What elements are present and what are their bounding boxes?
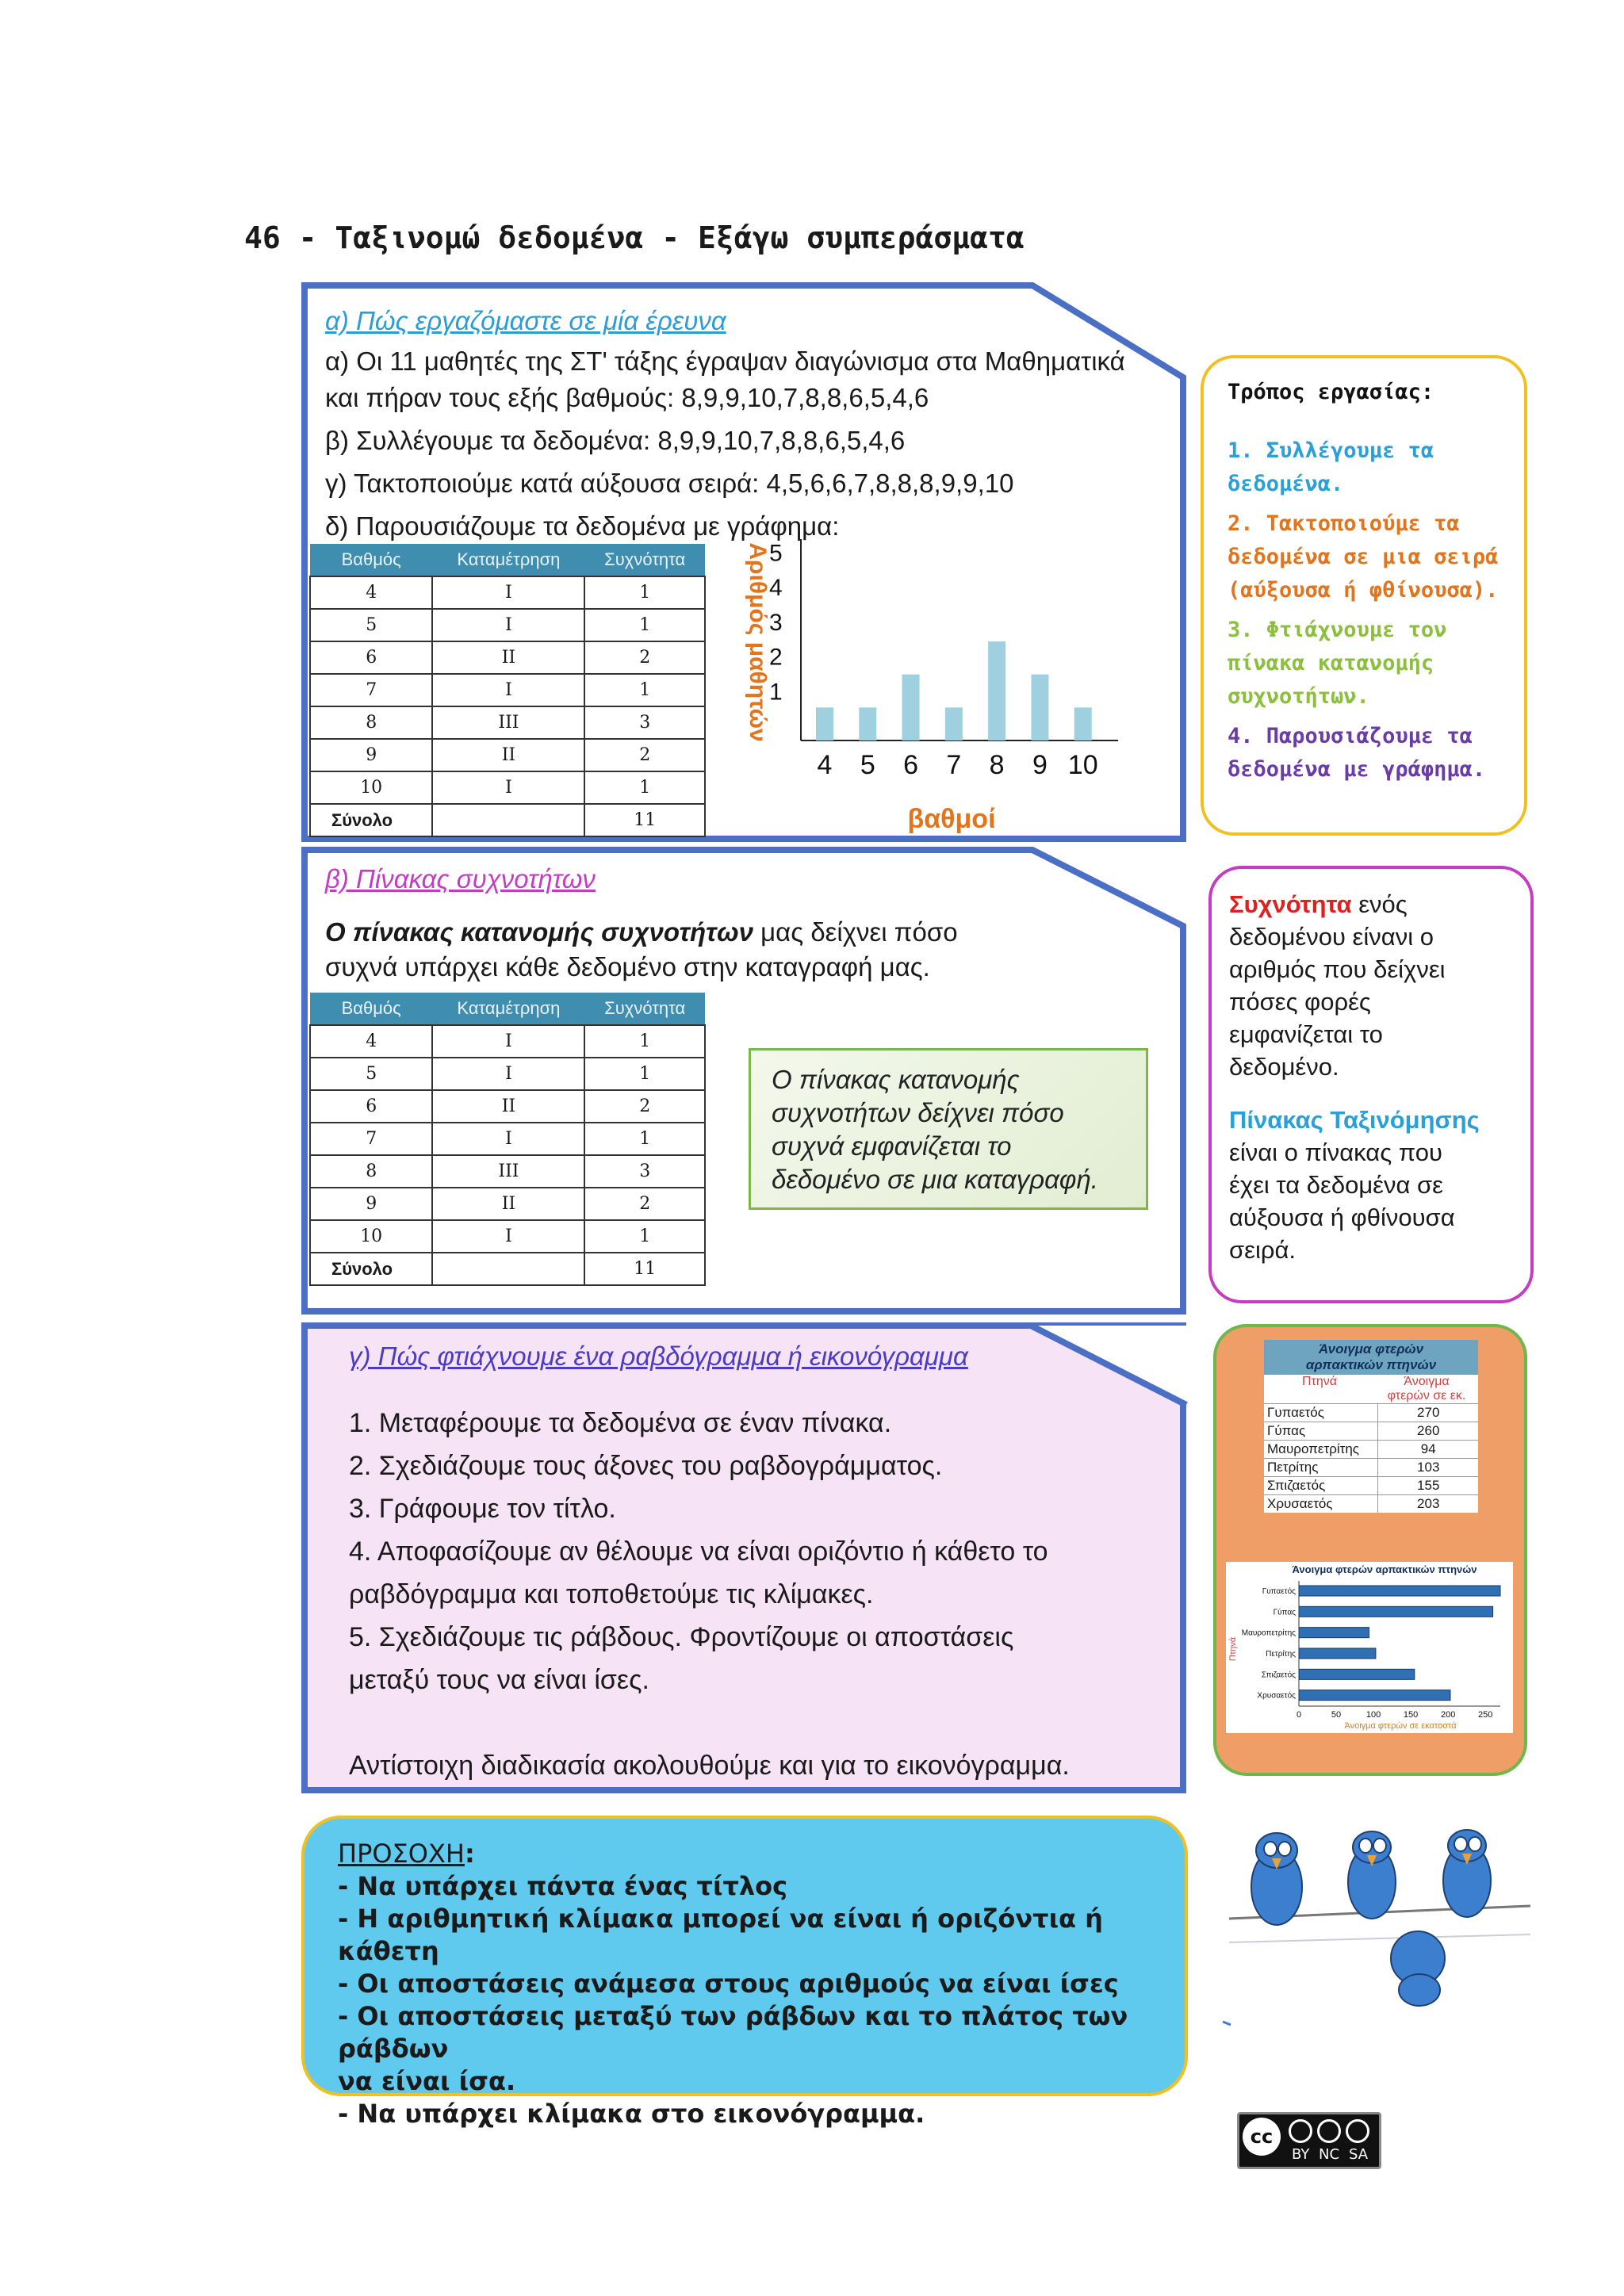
col-header: Βαθμός: [310, 544, 432, 576]
table-row: [310, 674, 705, 706]
bird-chart-category: Γύπας: [1273, 1608, 1296, 1617]
cell: 6: [310, 1090, 432, 1123]
bar: [902, 675, 920, 740]
cell: 4: [310, 1025, 432, 1058]
table-row: [310, 1090, 705, 1123]
cell: 10: [310, 771, 432, 804]
cell: I: [432, 1058, 584, 1090]
bar: [859, 707, 876, 740]
def2-line: αύξουσα ή φθίνουσα: [1229, 1203, 1455, 1231]
col-header: Βαθμός: [310, 993, 432, 1025]
cell: 3: [584, 1155, 705, 1188]
x-axis-title: βαθμοί: [907, 804, 996, 834]
def1-line: αριθμός που δείχνει: [1229, 955, 1446, 983]
frequency-table-b: [309, 993, 706, 1286]
cc-icon: cc: [1243, 2118, 1281, 2156]
bird-name: Μαυροπετρίτης: [1264, 1441, 1378, 1458]
table-row: [310, 739, 705, 771]
cartoon-birds-illustration: [1221, 1823, 1538, 2030]
bird-x-tick: 50: [1331, 1710, 1342, 1720]
bird-chart-category: Σπιζαετός: [1261, 1670, 1296, 1680]
cell: [432, 804, 584, 836]
cell: 5: [310, 609, 432, 641]
col-header: Καταμέτρηση: [432, 544, 584, 576]
bird-col2a: Άνοιγμα: [1404, 1375, 1450, 1388]
def1-line: δεδομένου είνανι ο: [1229, 923, 1434, 951]
bird-table-title2: αρπακτικών πτηνών: [1305, 1357, 1437, 1372]
frequency-table-a: [309, 544, 706, 837]
attention-title: ΠΡΟΣΟΧΗ: [338, 1839, 465, 1869]
def1-rest: ενός: [1351, 890, 1408, 918]
cell: 2: [584, 1188, 705, 1220]
section-c-corner: [1031, 1322, 1189, 1418]
bird-wingspan: 155: [1417, 1478, 1440, 1493]
method-step-4: 4. Παρουσιάζουμε τα δεδομένα με γράφημα.: [1228, 724, 1486, 782]
cell: I: [432, 609, 584, 641]
table-header-row: [310, 993, 705, 1025]
bird-x-tick: 100: [1365, 1710, 1381, 1720]
bird-bar: [1299, 1690, 1450, 1701]
def1-line: πόσες φορές: [1229, 988, 1371, 1016]
step-item: 1. Μεταφέρουμε τα δεδομένα σε έναν πίνακα.: [349, 1408, 892, 1438]
cell: 2: [584, 739, 705, 771]
section-c-steps: [349, 1402, 1048, 1701]
y-tick-label: 3: [769, 609, 783, 636]
bird-x-tick: 200: [1440, 1710, 1456, 1720]
table-row: [310, 1025, 705, 1058]
y-tick-label: 5: [769, 540, 783, 567]
section-b-line2: συχνά υπάρχει κάθε δεδομένο στην καταγραφή μας.: [325, 952, 930, 982]
bird-x-tick: 0: [1296, 1710, 1302, 1720]
cell: 10: [310, 1220, 432, 1253]
section-a-line: α) Οι 11 μαθητές της ΣΤ' τάξης έγραψαν διαγώνισμα στα Μαθηματικά: [325, 346, 1125, 376]
cell: 5: [310, 1058, 432, 1090]
total-value: 11: [584, 804, 705, 836]
cell: I: [432, 1025, 584, 1058]
table-header-row: [310, 544, 705, 576]
table-row: [310, 706, 705, 739]
section-b-text: [325, 915, 958, 985]
bird-bar: [1299, 1586, 1500, 1596]
cell: 6: [310, 641, 432, 674]
cell: 9: [310, 1188, 432, 1220]
table-row: [310, 1220, 705, 1253]
bird-bar: [1299, 1628, 1369, 1638]
def1-line: εμφανίζεται το: [1229, 1020, 1383, 1048]
term-frequency: Συχνότητα: [1229, 890, 1352, 918]
bird-name: Σπιζαετός: [1264, 1477, 1378, 1494]
note-box: Ο πίνακας κατανομής συχνοτήτων δείχνει πόσο συχνά εμφανίζεται το δεδομένο σε μια καταγραφή.: [749, 1048, 1148, 1210]
col-header: Συχνότητα: [584, 544, 705, 576]
bird-table-row: [1264, 1476, 1478, 1494]
step-item: 5. Σχεδιάζουμε τις ράβδους. Φροντίζουμε οι αποστάσεις: [349, 1622, 1014, 1652]
bird-bar: [1299, 1606, 1493, 1617]
nc-label: NC: [1319, 2146, 1340, 2163]
cell: II: [432, 1090, 584, 1123]
x-tick-label: 5: [860, 750, 875, 780]
section-a-text: [325, 340, 1125, 548]
method-step-3: 3. Φτιάχνουμε τον πίνακα κατανομής συχνοτήτων.: [1228, 618, 1447, 709]
cell: 1: [584, 1220, 705, 1253]
bird-y-title: Πτηνά: [1228, 1636, 1238, 1662]
attention-line: - Να υπάρχει κλίμακα στο εικονόγραμμα.: [338, 2099, 925, 2129]
grades-bar-chart: [714, 523, 1142, 840]
cell: I: [432, 771, 584, 804]
cell: II: [432, 739, 584, 771]
cell: 1: [584, 1058, 705, 1090]
nc-icon: [1317, 2119, 1341, 2143]
cell: I: [432, 1123, 584, 1155]
bird-rows: [1264, 1403, 1478, 1513]
col-header: Καταμέτρηση: [432, 993, 584, 1025]
y-axis-title: Αριθμός μαθητών: [745, 542, 771, 742]
cell: 1: [584, 1123, 705, 1155]
cell: 2: [584, 641, 705, 674]
bird-name: Γυπαετός: [1264, 1404, 1378, 1422]
attention-line: - Οι αποστάσεις μεταξύ των ράβδων και το πλάτος των ράβδων: [338, 2001, 1128, 2064]
attention-line: να είναι ίσα.: [338, 2066, 516, 2096]
cell: 1: [584, 609, 705, 641]
total-label: Σύνολο: [310, 1253, 432, 1285]
step-item: 4. Αποφασίζουμε αν θέλουμε να είναι οριζόντιο ή κάθετο το: [349, 1536, 1048, 1567]
total-label: Σύνολο: [310, 804, 432, 836]
chart-title: Άνοιγμα φτερών αρπακτικών πτηνών: [1292, 1563, 1477, 1575]
def1-line: δεδομένο.: [1229, 1053, 1339, 1081]
bird-chart-category: Μαυροπετρίτης: [1241, 1628, 1296, 1638]
bird-x-title: Άνοιγμα φτερών σε εκατοστά: [1344, 1721, 1457, 1731]
bar: [988, 641, 1005, 740]
x-tick-label: 9: [1032, 750, 1048, 780]
cell: 1: [584, 674, 705, 706]
table-row: [310, 609, 705, 641]
x-tick-label: 4: [817, 750, 833, 780]
x-tick-label: 7: [946, 750, 962, 780]
cell: 7: [310, 1123, 432, 1155]
section-a-line: β) Συλλέγουμε τα δεδομένα: 8,9,9,10,7,8,8,6,5,4,6: [325, 426, 906, 455]
step-item: ραβδόγραμμα και τοποθετούμε τις κλίμακες.: [349, 1579, 874, 1609]
table-row: [310, 1123, 705, 1155]
section-a-heading: α) Πώς εργαζόμαστε σε μία έρευνα: [325, 306, 726, 335]
bird-name: Πετρίτης: [1264, 1459, 1378, 1476]
cell: [432, 1253, 584, 1285]
def2-line: σειρά.: [1229, 1236, 1297, 1264]
bar: [816, 707, 833, 740]
bird-wingspan: 260: [1417, 1423, 1440, 1438]
cell: 9: [310, 739, 432, 771]
section-c-heading: γ) Πώς φτιάχνουμε ένα ραβδόγραμμα ή εικονόγραμμα: [349, 1341, 968, 1371]
by-icon: [1289, 2119, 1312, 2143]
sa-icon: [1346, 2119, 1369, 2143]
cc-license-badge: [1237, 2112, 1381, 2169]
cell: 3: [584, 706, 705, 739]
table-row: [310, 1155, 705, 1188]
attention-box: [301, 1816, 1188, 2129]
x-tick-label: 6: [903, 750, 919, 780]
bird-table-row: [1264, 1403, 1478, 1422]
table-row: [310, 576, 705, 609]
by-label: BY: [1292, 2146, 1310, 2163]
page-title: 46 - Ταξινομώ δεδομένα - Εξάγω συμπεράσματα: [244, 220, 1025, 255]
section-a-line: δ) Παρουσιάζουμε τα δεδομένα με γράφημα:: [325, 511, 840, 541]
wingspan-bar-chart: [1226, 1562, 1513, 1733]
table-total-row: [310, 804, 705, 836]
cell: III: [432, 1155, 584, 1188]
y-tick-label: 2: [769, 644, 783, 671]
x-tick-label: 8: [989, 750, 1005, 780]
attention-line: - Οι αποστάσεις ανάμεσα στους αριθμούς να είναι ίσες: [338, 1969, 1119, 1999]
bird-chart-category: Πετρίτης: [1266, 1650, 1296, 1659]
section-b-bold: Ο πίνακας κατανομής συχνοτήτων: [325, 917, 753, 947]
cell: 1: [584, 1025, 705, 1058]
section-b-heading: β) Πίνακας συχνοτήτων: [325, 864, 596, 894]
section-a-line: γ) Τακτοποιούμε κατά αύξουσα σειρά: 4,5,6,6,7,8,8,8,9,9,10: [325, 469, 1014, 498]
def2-line: έχει τα δεδομένα σε: [1229, 1171, 1443, 1199]
cell: 1: [584, 771, 705, 804]
bird-table-row: [1264, 1422, 1478, 1440]
table-row: [310, 771, 705, 804]
cell: 1: [584, 576, 705, 609]
cell: 7: [310, 674, 432, 706]
bird-wingspan: 94: [1420, 1441, 1436, 1456]
method-title: Τρόπος εργασίας:: [1228, 380, 1434, 404]
bird-bar: [1299, 1669, 1415, 1679]
bird-table-row: [1264, 1458, 1478, 1476]
step-item: μεταξύ τους να είναι ίσες.: [349, 1665, 649, 1695]
cell: I: [432, 674, 584, 706]
bird-table-row: [1264, 1440, 1478, 1458]
section-c-footer: Αντίστοιχη διαδικασία ακολουθούμε και για το εικονόγραμμα.: [349, 1751, 1070, 1781]
bird-chart-category: Γυπαετός: [1262, 1587, 1296, 1596]
cell: II: [432, 1188, 584, 1220]
bird-x-tick: 250: [1478, 1710, 1493, 1720]
bird-table-title1: Άνοιγμα φτερών: [1318, 1341, 1424, 1357]
cell: III: [432, 706, 584, 739]
cell: I: [432, 576, 584, 609]
bar: [945, 707, 963, 740]
method-step-2: 2. Τακτοποιούμε τα δεδομένα σε μια σειρά (αύξουσα ή φθίνουσα).: [1228, 511, 1499, 603]
step-item: 2. Σχεδιάζουμε τους άξονες του ραβδογράμματος.: [349, 1451, 943, 1481]
bird-x-tick: 150: [1403, 1710, 1419, 1720]
bird-table-row: [1264, 1494, 1478, 1513]
term-sort-table: Πίνακας Ταξινόμησης: [1229, 1106, 1480, 1134]
method-step-1: 1. Συλλέγουμε τα δεδομένα.: [1228, 438, 1434, 496]
step-item: 3. Γράφουμε τον τίτλο.: [349, 1494, 616, 1524]
bar: [1074, 707, 1092, 740]
bird-col1: Πτηνά: [1301, 1375, 1338, 1388]
table-row: [310, 1188, 705, 1220]
x-tick-label: 10: [1067, 750, 1098, 780]
total-value: 11: [584, 1253, 705, 1285]
bar: [1031, 675, 1048, 740]
def2-line: είναι ο πίνακας που: [1229, 1138, 1442, 1166]
cell: 8: [310, 1155, 432, 1188]
cell: 4: [310, 576, 432, 609]
bird-wingspan: 203: [1417, 1496, 1440, 1511]
table-row: [310, 641, 705, 674]
attention-colon: :: [464, 1839, 475, 1869]
bird-col2b: φτερών σε εκ.: [1387, 1389, 1466, 1402]
definition-box: [1208, 866, 1534, 1303]
bird-wingspan: 270: [1417, 1405, 1440, 1420]
bird-bar: [1299, 1648, 1376, 1659]
bird-wingspan: 103: [1417, 1460, 1440, 1475]
cell: 8: [310, 706, 432, 739]
cell: II: [432, 641, 584, 674]
col-header: Συχνότητα: [584, 993, 705, 1025]
bird-name: Γύπας: [1264, 1422, 1378, 1440]
cell: 2: [584, 1090, 705, 1123]
bird-chart-category: Χρυσαετός: [1257, 1691, 1296, 1701]
bird-name: Χρυσαετός: [1264, 1495, 1378, 1513]
cell: I: [432, 1220, 584, 1253]
section-a-line: και πήραν τους εξής βαθμούς: 8,9,9,10,7,8,8,6,5,4,6: [325, 383, 929, 412]
y-tick-label: 1: [769, 679, 783, 706]
method-box: [1201, 355, 1527, 836]
table-row: [310, 1058, 705, 1090]
sa-label: SA: [1349, 2146, 1369, 2163]
attention-line: - Να υπάρχει πάντα ένας τίτλος: [338, 1871, 788, 1901]
attention-line: - Η αριθμητική κλίμακα μπορεί να είναι ή οριζόντια ή κάθετη: [338, 1904, 1103, 1966]
y-tick-label: 4: [769, 575, 783, 602]
table-total-row: [310, 1253, 705, 1285]
bird-table: [1264, 1340, 1478, 1513]
section-b-rest: μας δείχνει πόσο: [753, 917, 958, 947]
